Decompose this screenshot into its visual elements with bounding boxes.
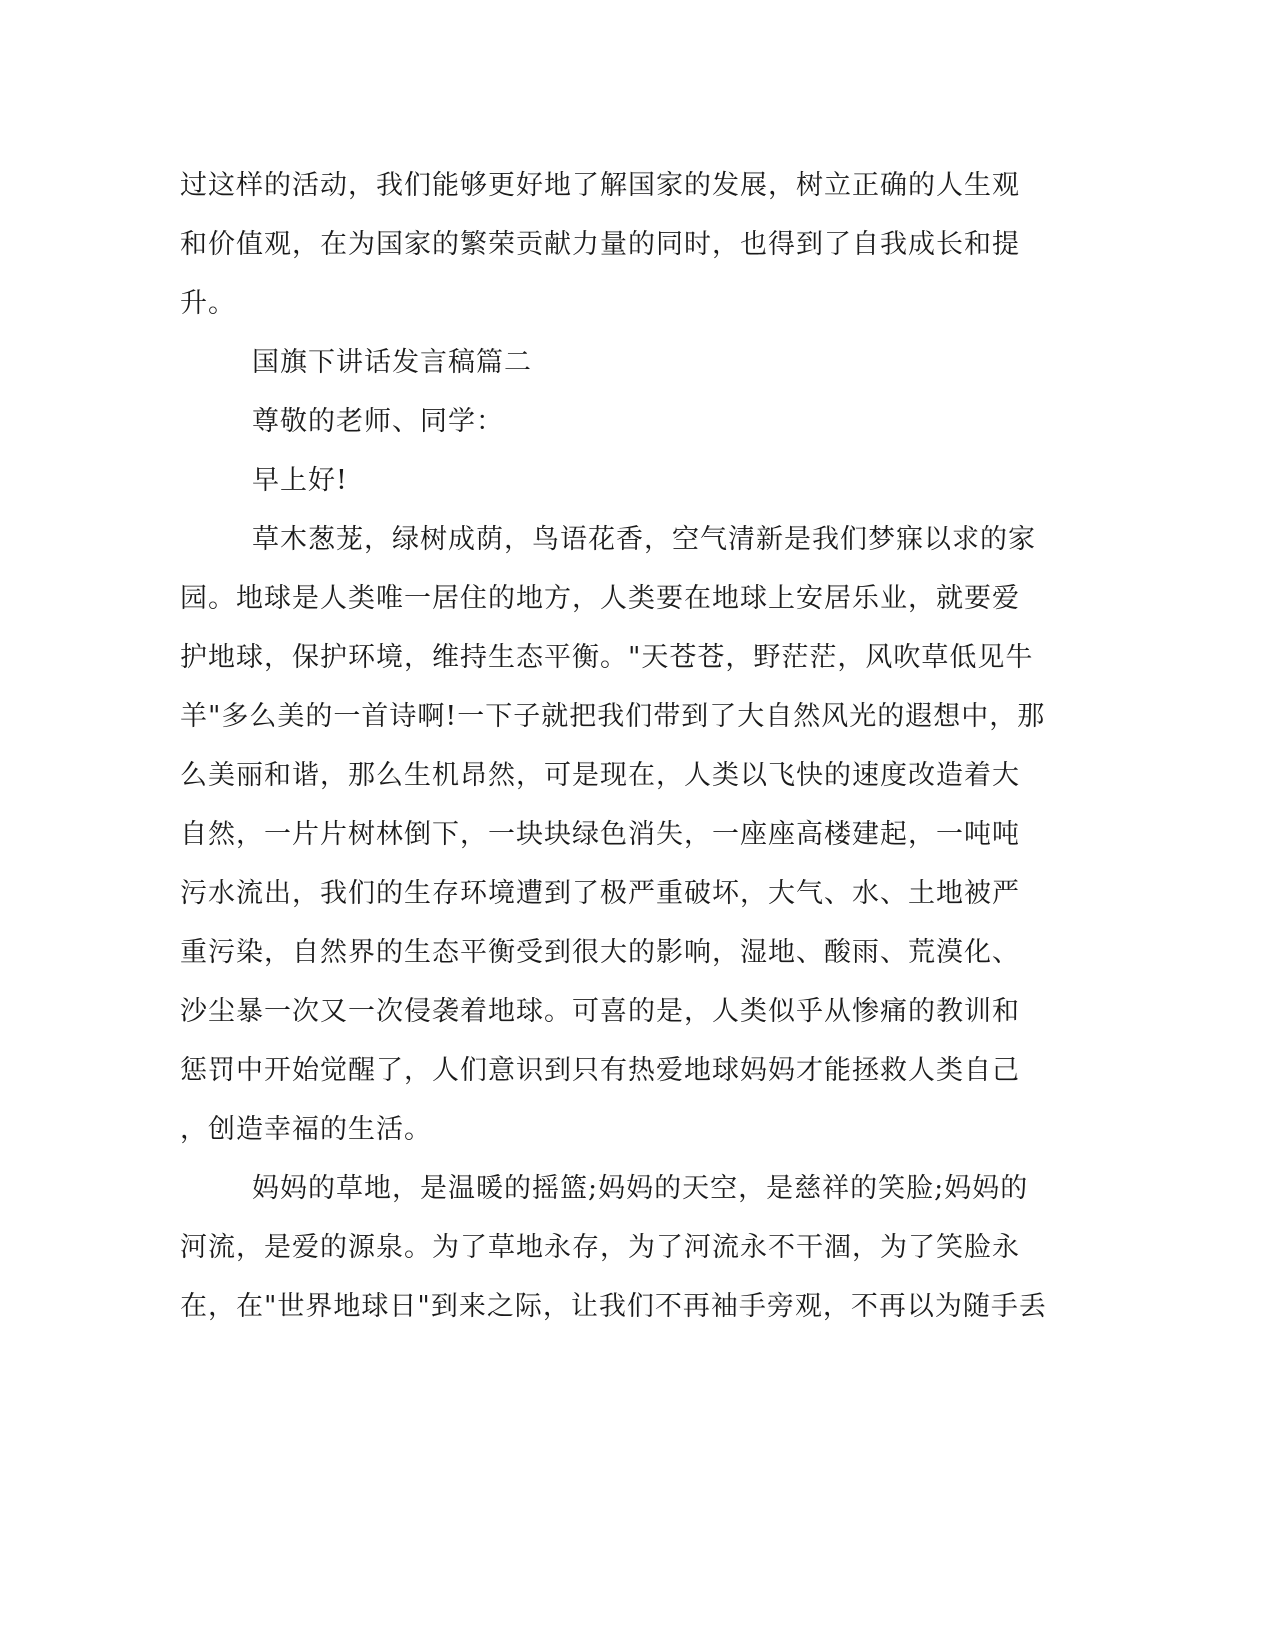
text-line: 沙尘暴一次又一次侵袭着地球。可喜的是，人类似乎从惨痛的教训和 (180, 996, 1020, 1027)
text-line: 么美丽和谐，那么生机昂然，可是现在，人类以飞快的速度改造着大 (180, 760, 1020, 791)
text-line: 羊"多么美的一首诗啊!一下子就把我们带到了大自然风光的遐想中，那 (180, 701, 1046, 732)
text-line: 和价值观，在为国家的繁荣贡献力量的同时，也得到了自我成长和提 (180, 229, 1020, 260)
text-line: 污水流出，我们的生存环境遭到了极严重破坏，大气、水、土地被严 (180, 878, 1020, 909)
text-line: 升。 (180, 288, 236, 319)
greeting: 早上好! (252, 465, 348, 496)
text-line: 草木葱茏，绿树成荫，鸟语花香，空气清新是我们梦寐以求的家 (252, 524, 1036, 555)
section-heading: 国旗下讲话发言稿篇二 (252, 347, 532, 378)
text-line: ，创造幸福的生活。 (180, 1114, 432, 1145)
text-line: 过这样的活动，我们能够更好地了解国家的发展，树立正确的人生观 (180, 170, 1020, 201)
text-line: 惩罚中开始觉醒了，人们意识到只有热爱地球妈妈才能拯救人类自己 (180, 1055, 1020, 1086)
text-line: 妈妈的草地，是温暖的摇篮;妈妈的天空，是慈祥的笑脸;妈妈的 (252, 1173, 1029, 1204)
salutation: 尊敬的老师、同学： (252, 406, 504, 437)
text-line: 重污染，自然界的生态平衡受到很大的影响，湿地、酸雨、荒漠化、 (180, 937, 1020, 968)
document-body (180, 156, 1060, 1336)
text-line: 在，在"世界地球日"到来之际，让我们不再袖手旁观，不再以为随手丢 (180, 1291, 1047, 1322)
text-line: 自然，一片片树林倒下，一块块绿色消失，一座座高楼建起，一吨吨 (180, 819, 1020, 850)
text-line: 护地球，保护环境，维持生态平衡。"天苍苍，野茫茫，风吹草低见牛 (180, 642, 1034, 673)
text-line: 河流，是爱的源泉。为了草地永存，为了河流永不干涸，为了笑脸永 (180, 1232, 1020, 1263)
text-line: 园。地球是人类唯一居住的地方，人类要在地球上安居乐业，就要爱 (180, 583, 1020, 614)
